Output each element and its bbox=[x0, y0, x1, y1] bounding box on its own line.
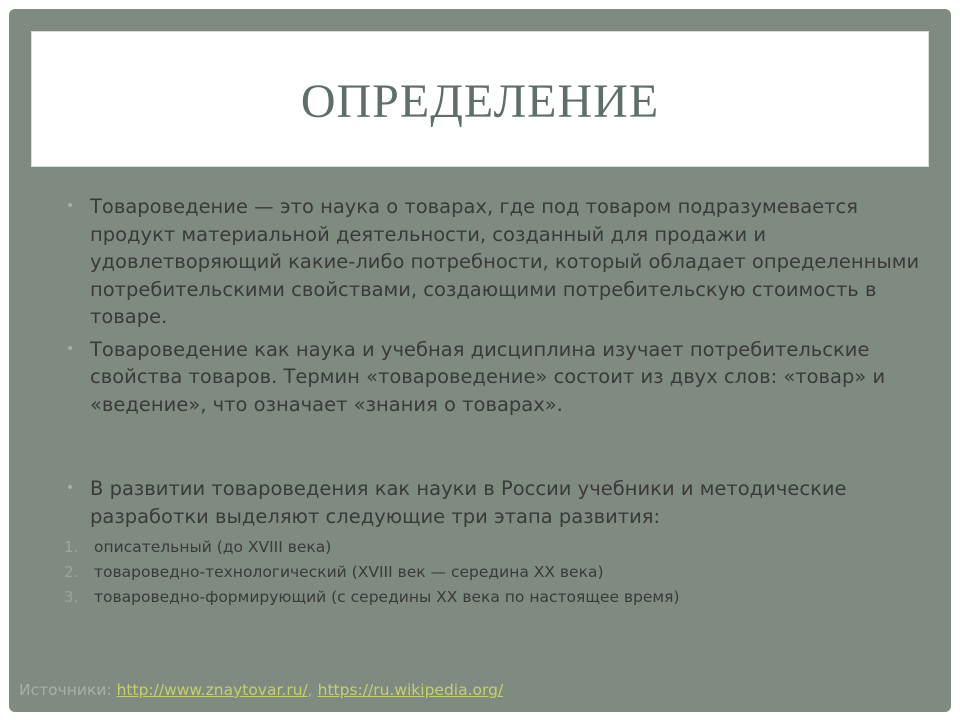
bullet-dot-icon: • bbox=[66, 340, 75, 357]
bullet-text: В развитии товароведения как науки в России учебники и методические разработки выделяют следующие три этапа развития: bbox=[90, 477, 847, 528]
bullet-stages bbox=[64, 475, 924, 530]
sources-label: Источники: bbox=[19, 681, 112, 699]
stage-item bbox=[64, 585, 924, 610]
content bbox=[64, 193, 924, 610]
stage-text: описательный (до XVIII века) bbox=[94, 538, 332, 556]
title-box bbox=[31, 31, 929, 167]
stage-number: 3. bbox=[64, 588, 79, 606]
stage-number: 2. bbox=[64, 563, 79, 581]
spacer bbox=[64, 423, 924, 475]
slide bbox=[9, 9, 951, 712]
source-link-znaytovar[interactable]: http://www.znaytovar.ru/ bbox=[116, 681, 308, 699]
stages-list bbox=[64, 535, 924, 610]
sources-line: Источники: http://www.znaytovar.ru/, https://ru.wikipedia.org/ bbox=[19, 681, 504, 699]
stage-text: товароведно-технологический (XVIII век — середина XX века) bbox=[94, 563, 604, 581]
bullet-discipline bbox=[64, 336, 924, 419]
bullet-text: Товароведение — это наука о товарах, где под товаром подразумевается продукт материальной деятельности, созданный для продажи и удовлетворяющий какие-либо потребности, который обладает определенными потребительскими свойствами, создающими потребительскую стоимость в товаре. bbox=[90, 195, 920, 328]
bullet-dot-icon: • bbox=[66, 198, 75, 214]
bullet-text: Товароведение как наука и учебная дисциплина изучает потребительские свойства товаров. Термин «товароведение» состоит из двух слов: «товар» и «ведение», что означает «знания о товарах». bbox=[90, 337, 886, 416]
source-link-wikipedia[interactable]: https://ru.wikipedia.org/ bbox=[317, 681, 504, 699]
slide-title: ОПРЕДЕЛЕНИЕ bbox=[300, 74, 660, 128]
bullet-dot-icon: • bbox=[66, 480, 75, 496]
stage-number: 1. bbox=[64, 538, 79, 556]
stage-item bbox=[64, 560, 924, 585]
stage-item bbox=[64, 535, 924, 560]
stage-text: товароведно-формирующий (с середины XX века по настоящее время) bbox=[94, 588, 680, 606]
bullet-definition bbox=[64, 193, 924, 331]
